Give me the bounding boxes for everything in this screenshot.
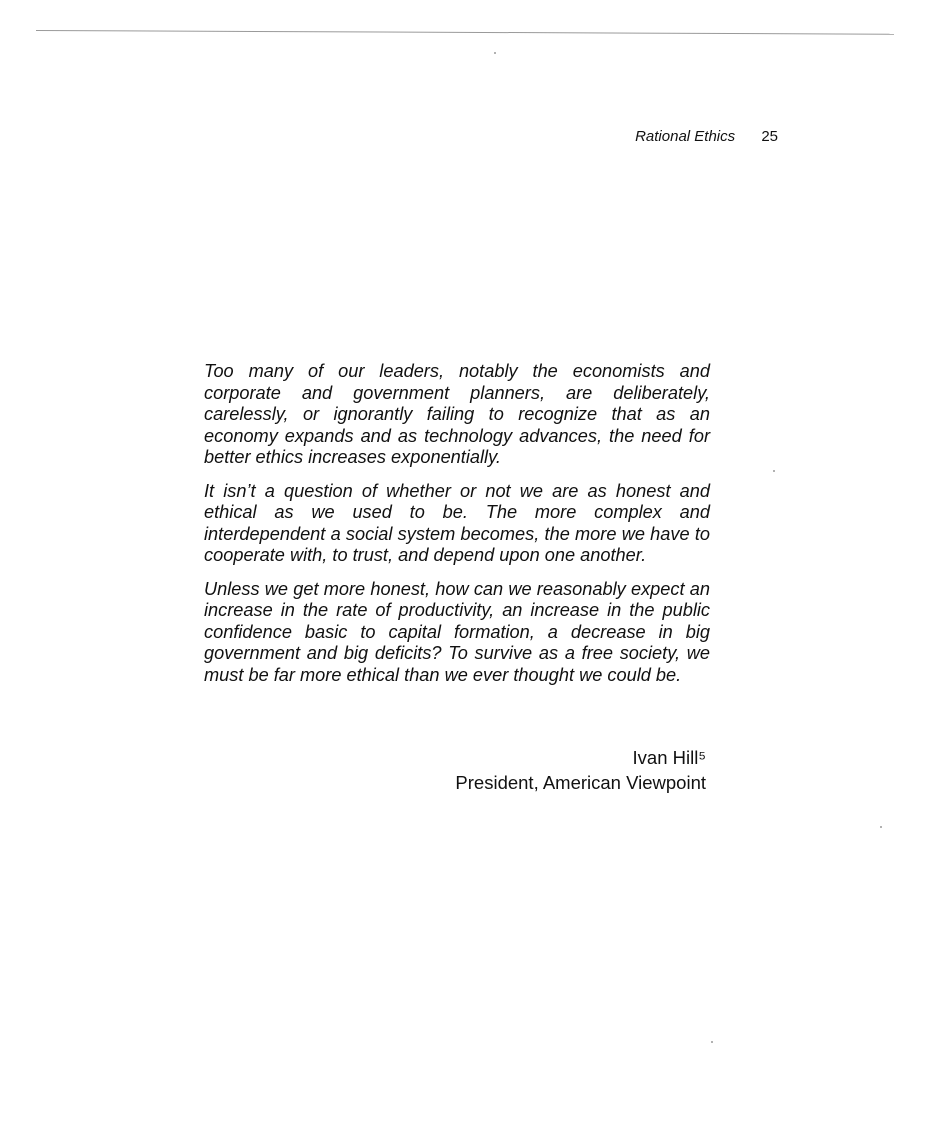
scan-speck (494, 52, 496, 54)
quote-paragraph-3: Unless we get more honest, how can we reasonably expect an increase in the rate of productivity, an increase in the public confidence basic to capital formation, a decrease in big government and big deficits? To survive as a free society, we must be far more ethical than we ever thought we could be. (204, 578, 710, 685)
page-edge-rule (36, 30, 894, 35)
attribution-title: President, American Viewpoint (455, 772, 706, 793)
page-number: 25 (761, 128, 778, 145)
quote-paragraph-2: It isn’t a question of whether or not we are as honest and ethical as we used to be. The more complex and interdependent a social system becomes, the more we have to cooperate with, to trust, and depend upon one another. (204, 480, 710, 565)
scan-speck (711, 1041, 713, 1043)
running-head (560, 128, 778, 146)
quote-paragraph-1: Too many of our leaders, notably the economists and corporate and government planners, are deliberately, carelessly, or ignorantly failing to recognize that as an economy expands and as technology advances, the need for better ethics increases exponentially. (204, 361, 710, 467)
quote-attribution (380, 745, 706, 795)
epigraph-quote (204, 361, 710, 698)
scan-speck (880, 826, 882, 828)
scan-speck (773, 470, 775, 472)
running-head-title: Rational Ethics (635, 128, 736, 145)
attribution-name: Ivan Hill⁵ (632, 747, 706, 768)
